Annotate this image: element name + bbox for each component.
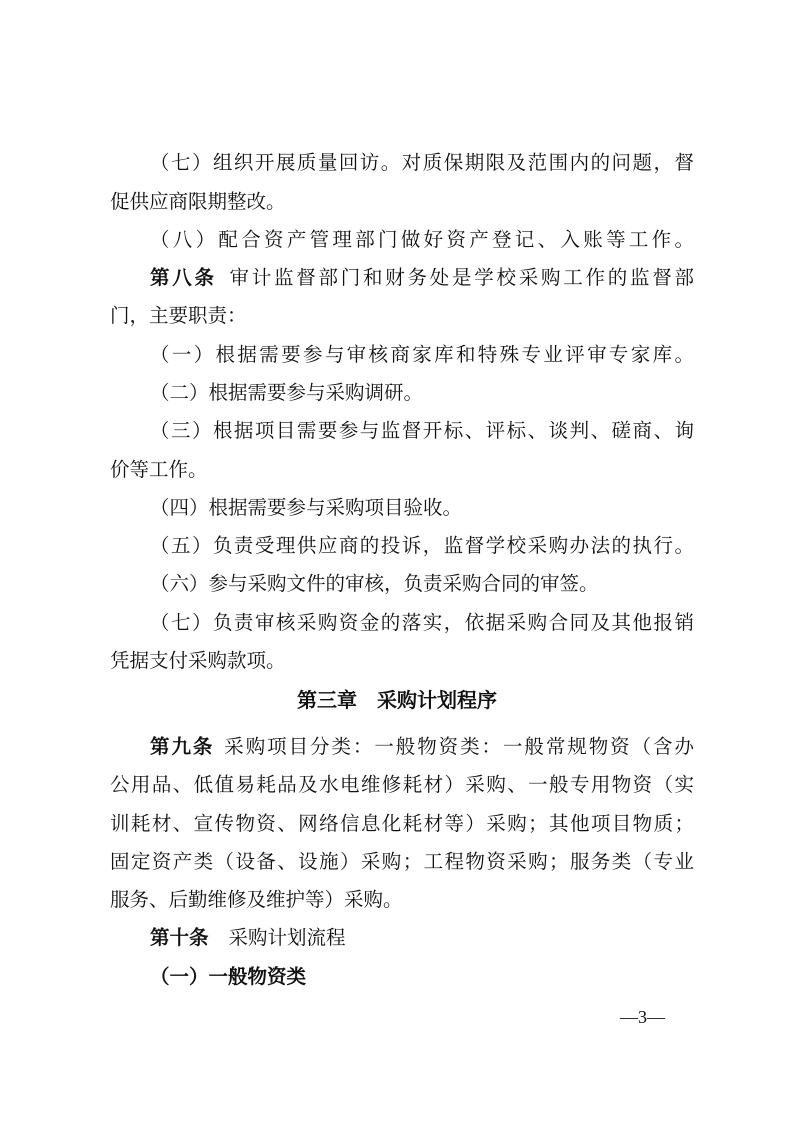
duty-item-6: （六）参与采购文件的审核，负责采购合同的审签。	[150, 572, 599, 595]
article-8-text: 审计监督部门和财务处是学校采购工作的监督部	[226, 266, 694, 289]
page-number: —3—	[620, 1007, 665, 1027]
article-10-heading: 第十条	[150, 926, 209, 949]
duty-item-5: （五）负责受理供应商的投诉，监督学校采购办法的执行。	[150, 534, 694, 557]
article-10-line	[150, 918, 694, 958]
article-9-line-4: 固定资产类（设备、设施）采购；工程物资采购；服务类（专业	[110, 850, 694, 873]
article-8-line-2: 门，主要职责：	[110, 304, 247, 327]
article-9-line-2: 公用品、低值易耗品及水电维修耗材）采购、一般专用物资（实	[110, 773, 694, 796]
article-9-heading: 第九条	[150, 735, 215, 758]
article-8-line-1	[150, 258, 694, 298]
paragraph-7-line-2: 促供应商限期整改。	[110, 190, 286, 213]
article-8-heading: 第八条	[150, 266, 217, 289]
article-9-line-5: 服务、后勤维修及维护等）采购。	[110, 888, 403, 911]
article-10-text: 采购计划流程	[228, 926, 346, 949]
article-9-line-3: 训耗材、宣传物资、网络信息化耗材等）采购；其他项目物质；	[110, 812, 694, 835]
subheading-general-materials: （一）一般物资类	[150, 965, 307, 988]
chapter-title: 第三章 采购计划程序	[297, 688, 497, 712]
duty-item-3-line-1: （三）根据项目需要参与监督开标、评标、谈判、磋商、询	[150, 419, 694, 442]
duty-item-7-line-2: 凭据支付采购款项。	[110, 649, 286, 672]
article-9-text: 采购项目分类：一般物资类：一般常规物资（含办	[222, 735, 694, 758]
duty-item-4: （四）根据需要参与采购项目验收。	[150, 496, 463, 519]
duty-item-1: （一）根据需要参与审核商家库和特殊专业评审专家库。	[150, 343, 694, 366]
paragraph-8: （八）配合资产管理部门做好资产登记、入账等工作。	[150, 228, 694, 251]
paragraph-7-line-1: （七）组织开展质量回访。对质保期限及范围内的问题，督	[150, 151, 694, 174]
duty-item-2: （二）根据需要参与采购调研。	[150, 381, 424, 404]
duty-item-3-line-2: 价等工作。	[110, 458, 208, 481]
article-9-line-1	[150, 727, 694, 767]
duty-item-7-line-1: （七）负责审核采购资金的落实，依据采购合同及其他报销	[150, 611, 694, 634]
